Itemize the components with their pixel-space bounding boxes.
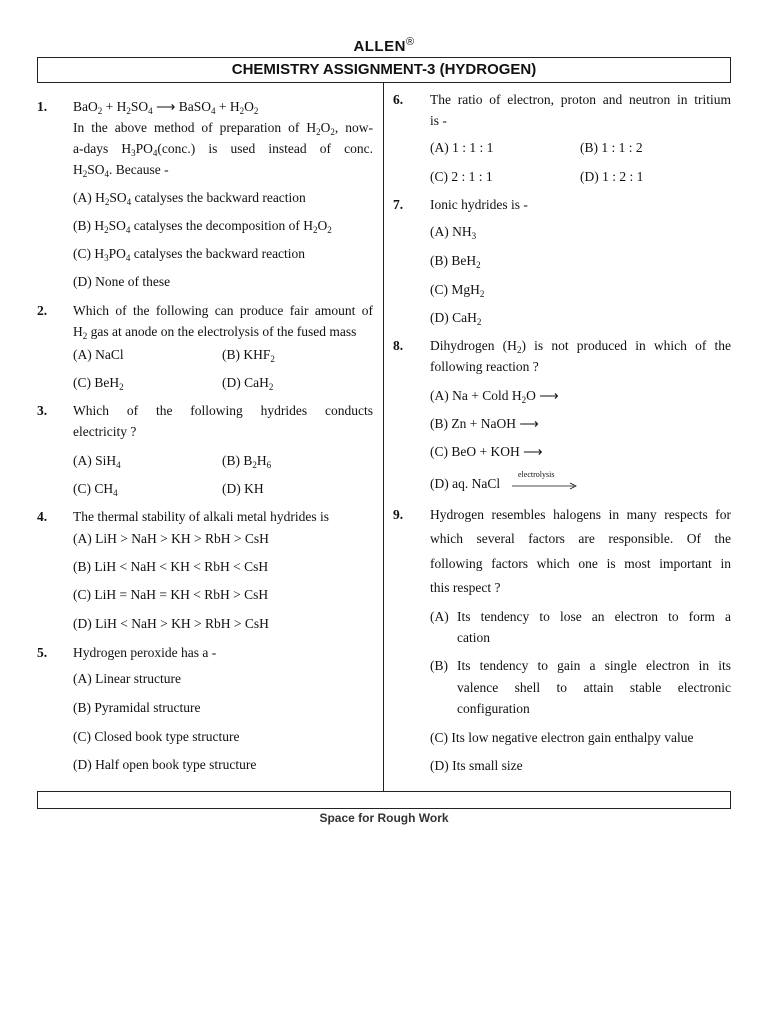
option-a[interactable]: (A) SiH$_4$ <box>73 453 121 470</box>
option-d[interactable]: (D) CaH$_2$ <box>430 310 482 327</box>
option-c[interactable]: (C) BeO + KOH ⟶ <box>430 444 543 459</box>
option-c[interactable]: (C) Closed book type structure <box>73 729 240 744</box>
option-b[interactable]: (B) 1 : 1 : 2 <box>580 140 643 155</box>
question-text: Which of the following can produce fair amount of <box>73 303 373 318</box>
option-b[interactable]: (B) LiH < NaH < KH < RbH < CsH <box>73 559 269 574</box>
option-a[interactable]: (A) LiH > NaH > KH > RbH > CsH <box>73 531 269 546</box>
question-text: Hydrogen peroxide has a - <box>73 645 217 660</box>
rough-work-box <box>37 791 731 809</box>
option-b[interactable]: (B) $B_2H_6$ <box>222 453 272 470</box>
question-text: $H_2$ gas at anode on the electrolysis of the fused mass <box>73 324 357 341</box>
question-text: following factors which one is most important in <box>430 556 731 571</box>
question-number: 3. <box>37 403 48 418</box>
option-d[interactable]: (D) None of these <box>73 274 171 289</box>
option-d[interactable]: (D) CaH$_2$ <box>222 375 274 392</box>
question-text: In the above method of preparation of $H_2O_2$, now- <box>73 120 373 137</box>
column-divider <box>383 83 384 791</box>
option-b[interactable]: (B) $H_2SO_4$ catalyses the decomposition of $H_2O_2$ <box>73 218 332 235</box>
option-a[interactable]: (A) Linear structure <box>73 671 181 686</box>
option-a[interactable]: (A) $H_2SO_4$ catalyses the backward reaction <box>73 190 306 207</box>
option-a[interactable]: (A) $NH_3$ <box>430 224 477 241</box>
question-number: 2. <box>37 303 48 318</box>
option-c[interactable]: (C) $H_3PO_4$ catalyses the backward reaction <box>73 246 306 263</box>
question-number: 6. <box>393 92 404 107</box>
question-text: this respect ? <box>430 580 501 595</box>
question-text: Ionic hydrides is - <box>430 197 528 212</box>
option-d[interactable]: (D) KH <box>222 481 264 496</box>
question-number: 9. <box>393 507 404 522</box>
option-b[interactable]: (B) BeH$_2$ <box>430 253 481 270</box>
reaction-arrow-icon <box>512 482 578 490</box>
question-text: which several factors are responsible. Of the <box>430 531 731 546</box>
option-d[interactable]: (D) 1 : 2 : 1 <box>580 169 644 184</box>
option-b[interactable]: (B) Pyramidal structure <box>73 700 201 715</box>
question-number: 4. <box>37 509 48 524</box>
question-text: following reaction ? <box>430 359 539 374</box>
option-d[interactable]: (D) Half open book type structure <box>73 757 257 772</box>
question-text: The ratio of electron, proton and neutron in tritium <box>430 92 731 107</box>
option-b[interactable]: (B) $KHF_2$ <box>222 347 275 364</box>
question-text: Dihydrogen $(H_2)$ is not produced in which of the <box>430 338 732 355</box>
question-text: The thermal stability of alkali metal hydrides is <box>73 509 330 524</box>
option-d[interactable]: (D) LiH < NaH > KH > RbH > CsH <box>73 616 269 631</box>
option-a[interactable]: (A) 1 : 1 : 1 <box>430 140 494 155</box>
option-d[interactable]: (D) Its small size <box>430 758 523 773</box>
option-c[interactable]: (C) Its low negative electron gain enthalpy value <box>430 730 694 745</box>
option-a[interactable]: (A) NaCl <box>73 347 124 362</box>
option-a[interactable]: (A) Na + Cold $H_2O$ ⟶ <box>430 388 559 405</box>
option-c[interactable]: (C) $CH_4$ <box>73 481 118 498</box>
question-text: a-days $H_3PO_4(conc.)$ is used instead of conc. <box>73 141 373 158</box>
option-c[interactable]: (C) LiH = NaH = KH < RbH > CsH <box>73 587 269 602</box>
option-c[interactable]: (C) 2 : 1 : 1 <box>430 169 493 184</box>
brand-logo: ALLEN® <box>353 36 415 55</box>
question-text: is - <box>430 113 447 128</box>
question-text: electricity ? <box>73 424 137 439</box>
question-number: 1. <box>37 99 48 114</box>
question-number: 5. <box>37 645 48 660</box>
option-c[interactable]: (C) MgH$_2$ <box>430 282 485 299</box>
question-text: Which of the following hydrides conducts <box>73 403 373 418</box>
option-d[interactable]: (D) aq. NaCl <box>430 476 501 491</box>
question-number: 8. <box>393 338 404 353</box>
reaction-condition: electrolysis <box>518 470 555 479</box>
assignment-title: CHEMISTRY ASSIGNMENT-3 (HYDROGEN) <box>37 57 731 83</box>
question-number: 7. <box>393 197 404 212</box>
question-text: Hydrogen resembles halogens in many respects for <box>430 507 731 522</box>
question-text: $H_2SO_4$. Because - <box>73 162 169 179</box>
option-b[interactable]: (B) Zn + NaOH ⟶ <box>430 416 539 431</box>
option-c[interactable]: (C) BeH$_2$ <box>73 375 124 392</box>
question-equation: $BaO_2 + H_2SO_4$ ⟶ BaSO$_4$ + $H_2O_2$ <box>73 99 259 116</box>
rough-work-label: Space for Rough Work <box>319 811 449 825</box>
